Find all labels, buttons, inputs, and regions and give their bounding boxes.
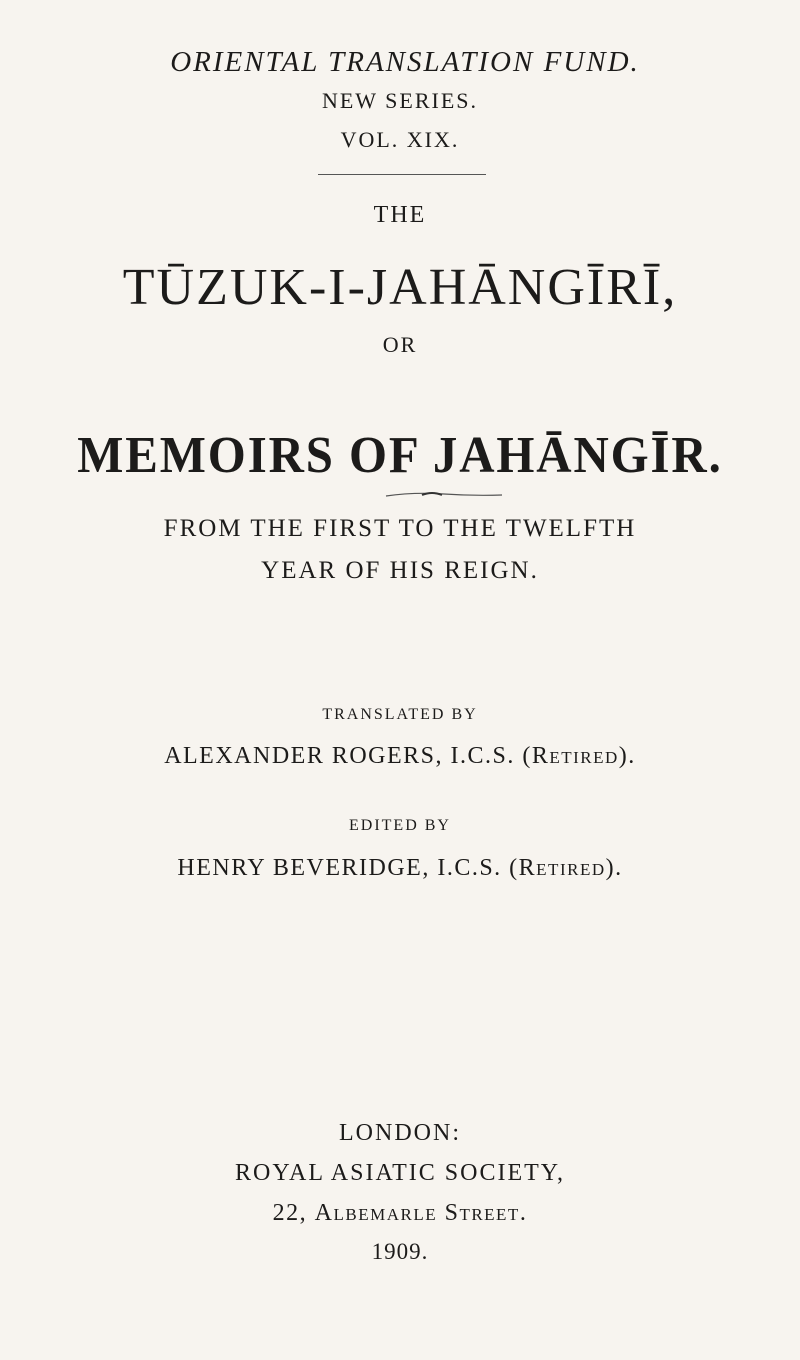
translator-name: ALEXANDER ROGERS, I.C.S. (164, 743, 515, 769)
title-article: THE (373, 202, 427, 228)
imprint-year: 1909. (371, 1239, 429, 1264)
reign-line-1: FROM THE FIRST TO THE TWELFTH (163, 515, 637, 542)
imprint-address (0, 1201, 800, 1225)
translator-status: (Retired). (522, 743, 636, 769)
flourish-ornament (384, 490, 504, 500)
series-title: ORIENTAL TRANSLATION FUND. (170, 46, 640, 78)
divider-rule (318, 174, 486, 175)
translator-line (0, 744, 800, 768)
title-conjunction: OR (382, 332, 418, 357)
address-number: 22, (272, 1200, 308, 1226)
address-street: Albemarle Street. (314, 1200, 528, 1226)
series-subtitle: NEW SERIES. (321, 88, 479, 113)
reign-line-2: YEAR OF HIS REIGN. (261, 557, 539, 584)
editor-name: HENRY BEVERIDGE, I.C.S. (177, 855, 502, 881)
edited-by-label: EDITED BY (349, 817, 451, 834)
imprint-city: LONDON: (339, 1120, 461, 1146)
subtitle: MEMOIRS OF JAHĀNGĪR. (77, 427, 723, 484)
editor-line (0, 856, 800, 880)
translated-by-label: TRANSLATED BY (322, 706, 478, 723)
volume-number: VOL. XIX. (340, 127, 460, 152)
imprint-publisher: ROYAL ASIATIC SOCIETY, (234, 1160, 566, 1186)
main-title: TŪZUK-I-JAHĀNGĪRĪ, (122, 259, 678, 316)
editor-status: (Retired). (509, 855, 623, 881)
